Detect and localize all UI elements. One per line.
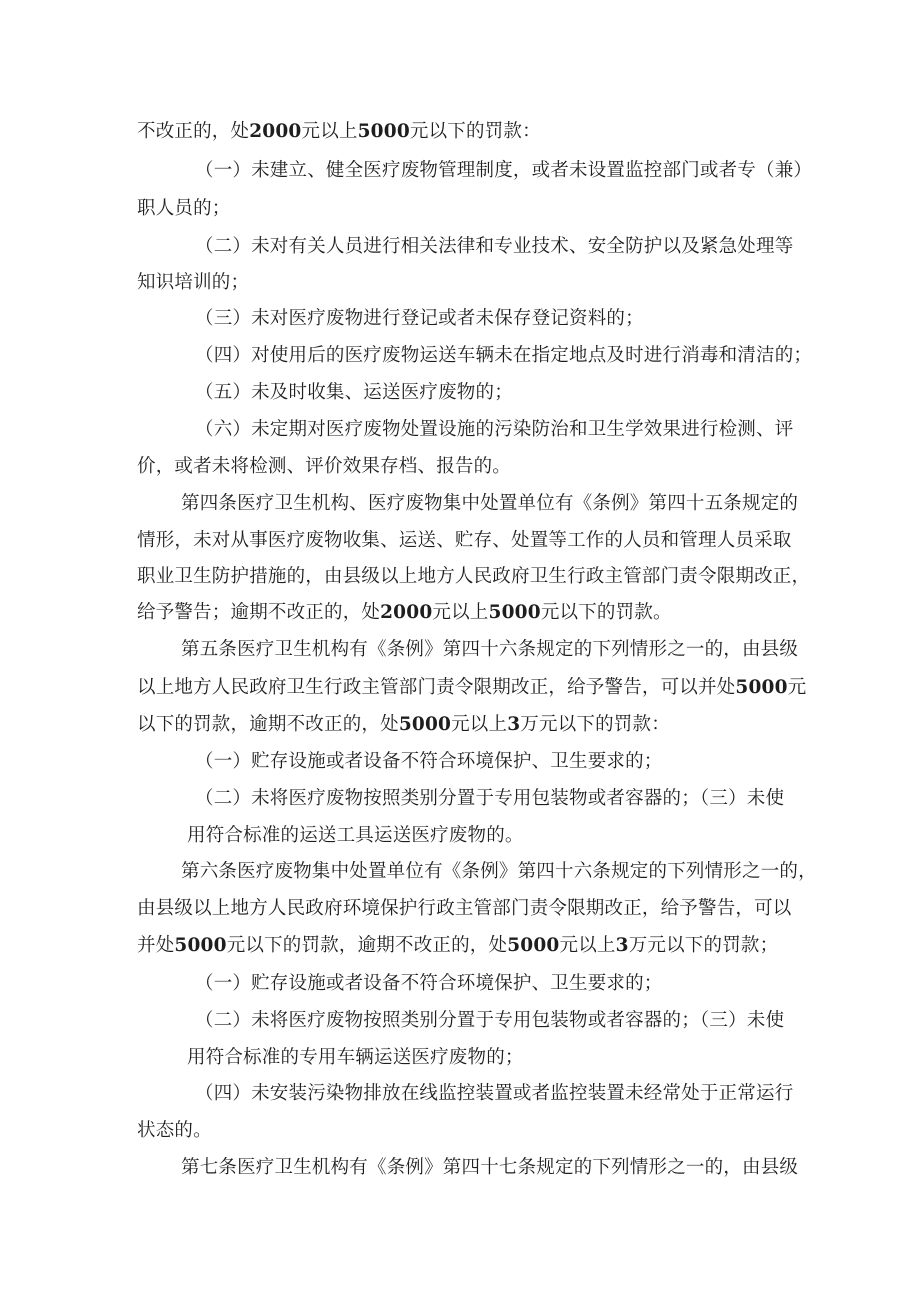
text-line: 第七条医疗卫生机构有《条例》第四十七条规定的下列情形之一的，由县级 bbox=[181, 1157, 799, 1178]
text-line: （一）未建立、健全医疗废物管理制度，或者未设置监控部门或者专（兼） bbox=[195, 160, 813, 181]
text-line: 价，或者未将检测、评价效果存档、报告的。 bbox=[137, 456, 512, 477]
text-line: 知识培训的； bbox=[137, 272, 250, 293]
text-line: 第四条医疗卫生机构、医疗废物集中处置单位有《条例》第四十五条规定的 bbox=[181, 493, 799, 514]
text-line: 用符合标准的运送工具运送医疗废物的。 bbox=[187, 825, 524, 846]
text-line: 并处5000元以下的罚款，逾期不改正的，处5000元以上3万元以下的罚款； bbox=[137, 935, 779, 956]
text-line: 情形，未对从事医疗废物收集、运送、贮存、处置等工作的人员和管理人员采取 bbox=[137, 530, 792, 551]
text-line: （四）对使用后的医疗废物运送车辆未在指定地点及时进行消毒和清洁的； bbox=[195, 345, 813, 366]
text-line: （二）未对有关人员进行相关法律和专业技术、安全防护以及紧急处理等 bbox=[195, 236, 794, 257]
text-line: （一）贮存设施或者设备不符合环境保护、卫生要求的； bbox=[195, 973, 663, 994]
text-line: （四）未安装污染物排放在线监控装置或者监控装置未经常处于正常运行 bbox=[195, 1083, 794, 1104]
text-line: 职业卫生防护措施的，由县级以上地方人民政府卫生行政主管部门责令限期改正， bbox=[137, 566, 811, 587]
text-line: 给予警告；逾期不改正的，处2000元以上5000元以下的罚款。 bbox=[137, 602, 672, 623]
text-line: 不改正的，处2000元以上5000元以下的罚款： bbox=[137, 121, 541, 142]
text-line: （六）未定期对医疗废物处置设施的污染防治和卫生学效果进行检测、评 bbox=[195, 419, 794, 440]
text-line: （一）贮存设施或者设备不符合环境保护、卫生要求的； bbox=[195, 751, 663, 772]
text-line: 第五条医疗卫生机构有《条例》第四十六条规定的下列情形之一的，由县级 bbox=[181, 639, 799, 660]
text-line: 状态的。 bbox=[137, 1120, 212, 1141]
text-line: 用符合标准的专用车辆运送医疗废物的； bbox=[187, 1047, 524, 1068]
text-line: （五）未及时收集、运送医疗废物的； bbox=[195, 382, 513, 403]
text-line: 第六条医疗废物集中处置单位有《条例》第四十六条规定的下列情形之一的， bbox=[181, 861, 817, 882]
text-line: 职人员的； bbox=[137, 198, 231, 219]
text-line: （三）未对医疗废物进行登记或者未保存登记资料的； bbox=[195, 308, 644, 329]
text-line: 由县级以上地方人民政府环境保护行政主管部门责令限期改正，给予警告，可以 bbox=[137, 898, 792, 919]
text-line: 以下的罚款，逾期不改正的，处5000元以上3万元以下的罚款： bbox=[137, 714, 670, 735]
text-line: （二）未将医疗废物按照类别分置于专用包装物或者容器的；（三）未使 bbox=[195, 1010, 785, 1031]
text-line: 以上地方人民政府卫生行政主管部门责令限期改正，给予警告，可以并处5000元 bbox=[137, 677, 807, 698]
text-line: （二）未将医疗废物按照类别分置于专用包装物或者容器的；（三）未使 bbox=[195, 788, 785, 809]
